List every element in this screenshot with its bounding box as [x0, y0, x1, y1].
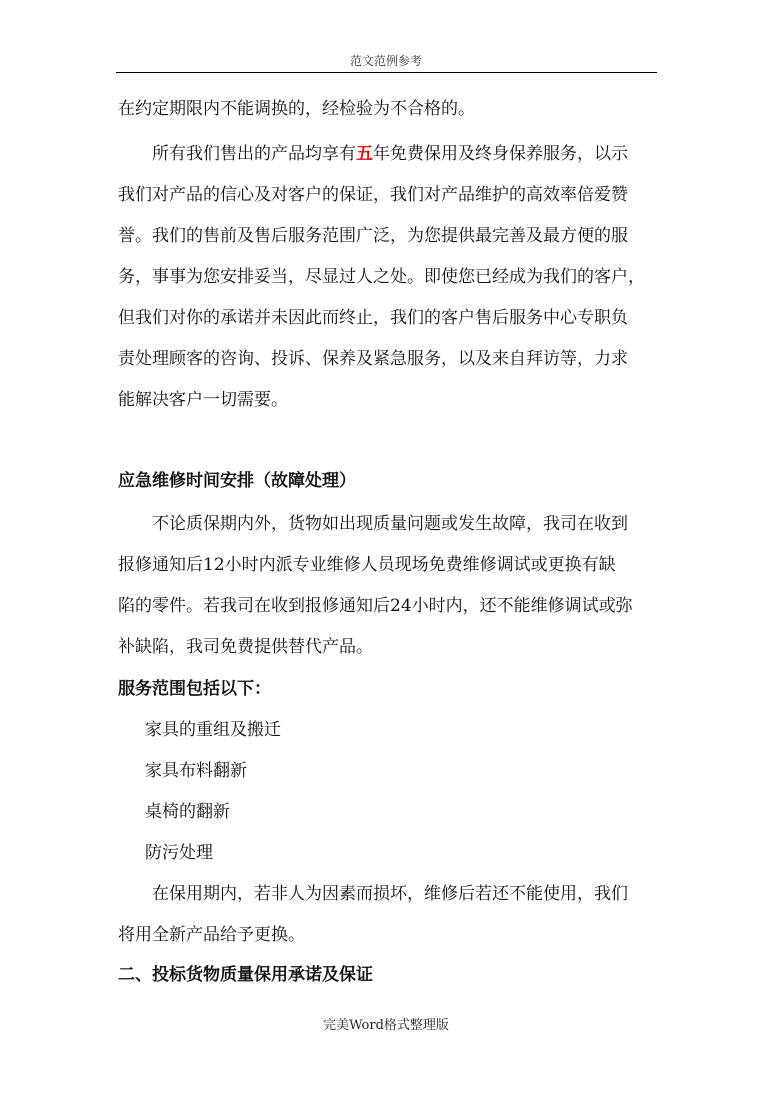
section-heading: 应急维修时间安排（故障处理） — [118, 471, 356, 491]
paragraph-line: 誉。我们的售前及售后服务范围广泛，为您提供最完善及最方便的服 — [118, 226, 628, 246]
paragraph-line: 在约定期限内不能调换的，经检验为不合格的。 — [118, 99, 475, 119]
page-footer: 完美Word格式整理版 — [323, 1018, 449, 1033]
paragraph-line: 不论质保期内外，货物如出现质量问题或发生故障，我司在收到 — [152, 514, 628, 534]
section-heading: 服务范围包括以下： — [118, 679, 271, 699]
paragraph-line: 将用全新产品给予更换。 — [118, 925, 305, 945]
paragraph-line: 务，事事为您安排妥当，尽显过人之处。即使您已经成为我们的客户， — [118, 267, 645, 287]
page-header: 范文范例参考 — [349, 54, 422, 68]
list-item: 家具布料翻新 — [145, 761, 247, 781]
paragraph-line: 但我们对你的承诺并未因此而终止，我们的客户售后服务中心专职负 — [118, 308, 628, 328]
highlighted-number: 五 — [356, 144, 373, 164]
list-item: 家具的重组及搬迁 — [145, 720, 281, 740]
paragraph-line: 陷的零件。若我司在收到报修通知后24小时内，还不能维修调试或弥 — [118, 596, 633, 616]
text-segment: 年免费保用及终身保养服务，以示 — [373, 144, 628, 164]
paragraph-line: 报修通知后12小时内派专业维修人员现场免费维修调试或更换有缺 — [118, 555, 616, 575]
list-item: 防污处理 — [145, 843, 213, 863]
paragraph-line-with-highlight — [152, 143, 628, 165]
paragraph-line: 能解决客户一切需要。 — [118, 390, 288, 410]
paragraph-line: 在保用期内，若非人为因素而损坏，维修后若还不能使用，我们 — [152, 884, 628, 904]
section-heading: 二、投标货物质量保用承诺及保证 — [118, 965, 373, 985]
text-segment: 所有我们售出的产品均享有 — [152, 144, 356, 164]
header-divider — [116, 72, 657, 73]
paragraph-line: 我们对产品的信心及对客户的保证，我们对产品维护的高效率倍爱赞 — [118, 185, 628, 205]
paragraph-line: 补缺陷，我司免费提供替代产品。 — [118, 637, 373, 657]
paragraph-line: 责处理顾客的咨询、投诉、保养及紧急服务，以及来自拜访等，力求 — [118, 349, 628, 369]
list-item: 桌椅的翻新 — [145, 802, 230, 822]
